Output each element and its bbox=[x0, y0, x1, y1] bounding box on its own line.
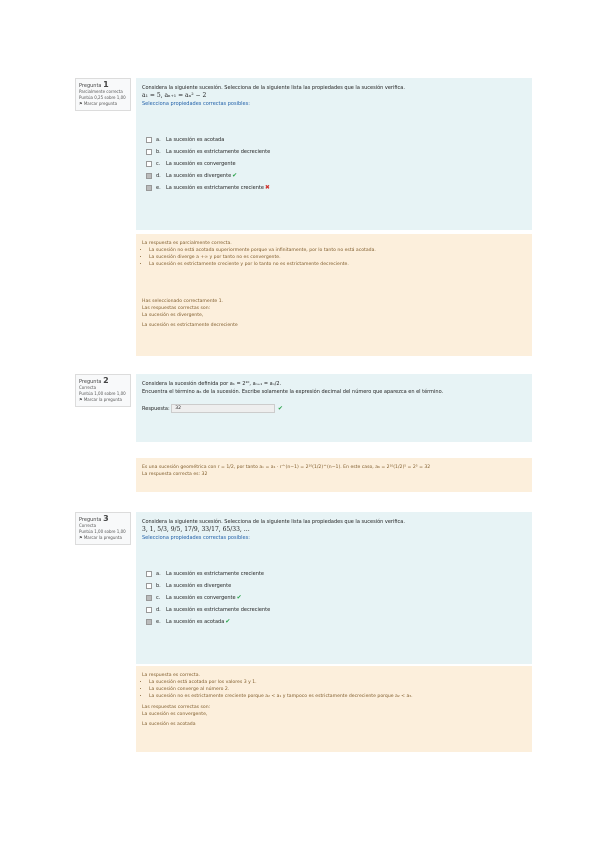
option-text: La sucesión es estrictamente creciente bbox=[166, 571, 264, 577]
option-text: La sucesión es divergente bbox=[166, 173, 232, 179]
option-checkbox[interactable] bbox=[146, 149, 152, 155]
option-text: La sucesión es estrictamente decreciente bbox=[166, 149, 271, 155]
question-3 bbox=[75, 512, 520, 752]
option-checkbox[interactable] bbox=[146, 583, 152, 589]
option-letter: b. bbox=[156, 149, 161, 155]
question-status: Correcta bbox=[79, 523, 97, 528]
question-text-2: Encuentra el término a₆ de la sucesión. Escribe solamente la expresión decimal del número que aparezca en el término. bbox=[142, 389, 444, 395]
question-label: Pregunta bbox=[79, 517, 102, 523]
feedback-item: • La sucesión no es estrictamente creciente porque a₂ < a₁ y tampoco es estrictamente decreciente porque a₂ < a₃. bbox=[149, 693, 526, 700]
question-score: Puntúa 0,25 sobre 1,00 bbox=[79, 95, 126, 100]
question-text: Considera la sucesión definida por a₁ = 2¹⁰, aₙ₊₁ = aₙ/2. bbox=[142, 381, 282, 387]
option-1[interactable] bbox=[146, 568, 526, 580]
correct-answer: La respuesta correcta es: 32 bbox=[142, 472, 208, 477]
question-info-1 bbox=[75, 78, 131, 111]
option-letter: c. bbox=[156, 595, 161, 601]
option-2[interactable] bbox=[146, 146, 526, 158]
check-icon: ✔ bbox=[225, 618, 231, 625]
option-checkbox[interactable] bbox=[146, 161, 152, 167]
sequence-formula: 3, 1, 5/3, 9/5, 17/9, 33/17, 65/33, … bbox=[142, 526, 250, 533]
question-score: Puntúa 1,00 sobre 1,00 bbox=[79, 529, 126, 534]
flag-icon: ⚑ bbox=[79, 535, 84, 540]
sequence-formula: a₁ = 5, aₙ₊₁ = aₙ² − 2 bbox=[142, 92, 207, 99]
question-text: Considera la siguiente sucesión. Selecciona de la siguiente lista las propiedades que la sucesión verifica. bbox=[142, 85, 405, 91]
feedback-item: • La sucesión es estrictamente creciente y por lo tanto no es estrictamente decreciente. bbox=[149, 261, 526, 268]
answer-hint: Selecciona propiedades correctas posibles: bbox=[142, 535, 250, 541]
flag-question-link[interactable]: ⚑ Marcar la pregunta bbox=[79, 535, 122, 540]
question-1-body bbox=[136, 78, 532, 230]
question-1-feedback bbox=[136, 234, 532, 356]
option-letter: d. bbox=[156, 173, 161, 179]
correct-answer: La sucesión es acotada bbox=[142, 722, 196, 727]
question-2 bbox=[75, 374, 520, 494]
question-number: 2 bbox=[103, 376, 109, 385]
option-text: La sucesión es acotada bbox=[166, 619, 225, 625]
question-text: Considera la siguiente sucesión. Selecciona de la siguiente lista las propiedades que la sucesión verifica. bbox=[142, 519, 405, 525]
option-2[interactable] bbox=[146, 580, 526, 592]
question-1 bbox=[75, 78, 520, 356]
option-1[interactable] bbox=[146, 134, 526, 146]
feedback-head: La respuesta es correcta. bbox=[142, 673, 201, 678]
correct-answers-head: Las respuestas correctas son: bbox=[142, 306, 211, 311]
correct-answers-head: Las respuestas correctas son: bbox=[142, 705, 211, 710]
correct-answer: La sucesión es estrictamente decreciente bbox=[142, 323, 238, 328]
flag-question-link[interactable]: ⚑ Marcar pregunta bbox=[79, 101, 118, 106]
question-number: 3 bbox=[103, 514, 109, 523]
flag-icon: ⚑ bbox=[79, 397, 84, 402]
option-checkbox[interactable] bbox=[146, 185, 152, 191]
feedback-list bbox=[142, 679, 526, 700]
option-5[interactable] bbox=[146, 182, 526, 194]
question-label: Pregunta bbox=[79, 379, 102, 385]
answer-hint: Selecciona propiedades correctas posibles: bbox=[142, 101, 250, 107]
feedback-text: Es una sucesión geométrica con r = 1/2, por tanto aₙ = a₁ · r^(n−1) = 2¹⁰(1/2)^(n−1). En este caso, a₆ = 2¹⁰(1/2)⁵ = 2⁵ = 32 bbox=[142, 465, 431, 470]
options-list bbox=[142, 568, 526, 628]
correct-answer: La sucesión es divergente, bbox=[142, 313, 204, 318]
feedback-item: • La sucesión está acotada por los valores 3 y 1. bbox=[149, 679, 526, 686]
question-2-body bbox=[136, 374, 532, 442]
check-icon: ✔ bbox=[236, 594, 242, 601]
option-letter: a. bbox=[156, 571, 161, 577]
question-3-body bbox=[136, 512, 532, 664]
cross-icon: ✖ bbox=[264, 184, 270, 191]
question-score: Puntúa 1,00 sobre 1,00 bbox=[79, 391, 126, 396]
feedback-selected: Has seleccionado correctamente 1. bbox=[142, 299, 224, 304]
question-3-feedback bbox=[136, 666, 532, 752]
option-text: La sucesión es divergente bbox=[166, 583, 232, 589]
question-info-2 bbox=[75, 374, 131, 407]
option-letter: b. bbox=[156, 583, 161, 589]
question-status: Parcialmente correcta bbox=[79, 89, 123, 94]
answer-input[interactable]: 32 bbox=[171, 404, 275, 413]
option-checkbox[interactable] bbox=[146, 173, 152, 179]
option-text: La sucesión es estrictamente decreciente bbox=[166, 607, 271, 613]
question-2-feedback bbox=[136, 458, 532, 492]
feedback-head: La respuesta es parcialmente correcta. bbox=[142, 241, 232, 246]
option-text: La sucesión es convergente bbox=[166, 161, 236, 167]
correct-answer: La sucesión es convergente, bbox=[142, 712, 208, 717]
question-info-3 bbox=[75, 512, 131, 545]
flag-question-link[interactable]: ⚑ Marcar la pregunta bbox=[79, 397, 122, 402]
option-4[interactable] bbox=[146, 170, 526, 182]
feedback-item: • La sucesión no está acotada superiormente porque va infinitamente, por lo tanto no está acotada. bbox=[149, 247, 526, 254]
feedback-item: • La sucesión diverge a +∞ y por tanto no es convergente. bbox=[149, 254, 526, 261]
option-letter: d. bbox=[156, 607, 161, 613]
option-letter: a. bbox=[156, 137, 161, 143]
feedback-item: • La sucesión converge al número 2. bbox=[149, 686, 526, 693]
option-letter: e. bbox=[156, 619, 161, 625]
option-4[interactable] bbox=[146, 604, 526, 616]
options-list bbox=[142, 134, 526, 194]
question-number: 1 bbox=[103, 80, 109, 89]
option-3[interactable] bbox=[146, 158, 526, 170]
option-text: La sucesión es convergente bbox=[166, 595, 236, 601]
option-5[interactable] bbox=[146, 616, 526, 628]
flag-icon: ⚑ bbox=[79, 101, 84, 106]
answer-label: Respuesta: bbox=[142, 406, 170, 412]
check-icon: ✔ bbox=[232, 172, 238, 179]
option-checkbox[interactable] bbox=[146, 595, 152, 601]
check-icon: ✔ bbox=[277, 405, 283, 412]
option-text: La sucesión es estrictamente creciente bbox=[166, 185, 264, 191]
option-checkbox[interactable] bbox=[146, 619, 152, 625]
option-letter: c. bbox=[156, 161, 161, 167]
option-checkbox[interactable] bbox=[146, 571, 152, 577]
option-checkbox[interactable] bbox=[146, 137, 152, 143]
option-text: La sucesión es acotada bbox=[166, 137, 225, 143]
option-letter: e. bbox=[156, 185, 161, 191]
option-3[interactable] bbox=[146, 592, 526, 604]
question-status: Correcta bbox=[79, 385, 97, 390]
question-label: Pregunta bbox=[79, 83, 102, 89]
option-checkbox[interactable] bbox=[146, 607, 152, 613]
feedback-list bbox=[142, 247, 526, 268]
